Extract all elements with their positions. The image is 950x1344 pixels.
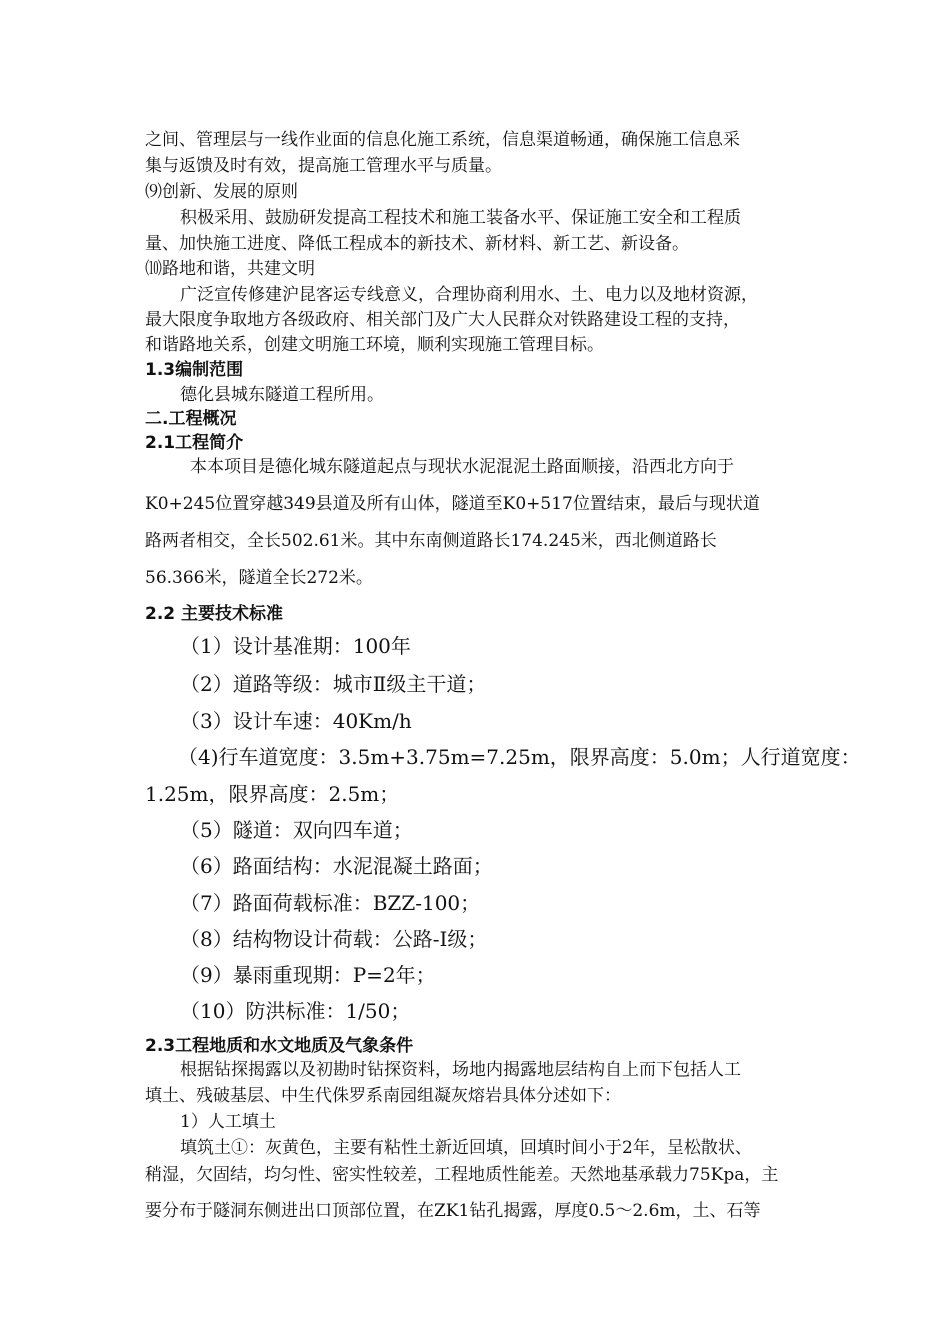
paragraph-line: 路两者相交，全长502.61米。其中东南侧道路长174.245米，西北侧道路长 [145,531,717,551]
chapter-heading-2: 二.工程概况 [145,409,237,429]
paragraph-line: 本本项目是德化城东隧道起点与现状水泥混泥土路面顺接，沿西北方向于 [190,457,734,477]
paragraph-line: 积极采用、鼓励研发提高工程技术和施工装备水平、保证施工安全和工程质 [180,208,741,228]
standard-item: （7）路面荷载标准：BZZ-100； [180,891,481,915]
section-heading-1-3: 1.3编制范围 [145,360,244,380]
paragraph-line: 要分布于隧洞东侧进出口顶部位置，在ZK1钻孔揭露，厚度0.5～2.6m，土、石等 [145,1201,761,1221]
standard-item: （3）设计车速：40Km/h [180,709,412,733]
paragraph-line: K0+245位置穿越349县道及所有山体，隧道至K0+517位置结束，最后与现状道 [145,494,760,514]
standard-item: （8）结构物设计荷载：公路-I级； [180,927,488,951]
subsection-heading: 1）人工填土 [180,1112,276,1132]
standard-item: （1）设计基准期：100年 [180,634,411,658]
paragraph-line: 填土、残破基层、中生代侏罗系南园组凝灰熔岩具体分述如下： [145,1086,621,1106]
paragraph-line: 量、加快施工进度、降低工程成本的新技术、新材料、新工艺、新设备。 [145,234,689,254]
paragraph-line: 根据钻探揭露以及初勘时钻探资料，场地内揭露地层结构自上而下包括人工 [180,1060,741,1080]
standard-item: （9）暴雨重现期：P=2年； [180,963,436,987]
paragraph-line: 德化县城东隧道工程所用。 [180,385,384,405]
principle-heading-10: ⑽路地和谐，共建文明 [145,259,315,279]
paragraph-line: 最大限度争取地方各级政府、相关部门及广大人民群众对铁路建设工程的支持， [145,310,740,330]
paragraph-line: 填筑土①：灰黄色，主要有粘性土新近回填，回填时间小于2年，呈松散状、 [180,1138,752,1158]
section-heading-2-1: 2.1工程简介 [145,433,244,453]
paragraph-line: 广泛宣传修建沪昆客运专线意义，合理协商利用水、土、电力以及地材资源， [180,285,758,305]
standard-item: （10）防洪标准：1/50； [180,999,411,1023]
section-heading-2-2: 2.2 主要技术标准 [145,604,284,624]
paragraph-line: 集与返馈及时有效，提高施工管理水平与质量。 [145,156,502,176]
standard-item: （4)行车道宽度：3.5m+3.75m=7.25m，限界高度：5.0m；人行道宽度： [178,745,861,769]
standard-item: （5）隧道：双向四车道； [180,818,413,842]
paragraph-line: 和谐路地关系，创建文明施工环境，顺利实现施工管理目标。 [145,335,604,355]
standard-item: （2）道路等级：城市Ⅱ级主干道； [180,672,487,696]
paragraph-line: 稍湿，欠固结，均匀性、密实性较差，工程地质性能差。天然地基承载力75Kpa，主 [145,1165,779,1185]
section-heading-2-3: 2.3工程地质和水文地质及气象条件 [145,1036,414,1056]
paragraph-line: 之间、管理层与一线作业面的信息化施工系统，信息渠道畅通，确保施工信息采 [145,130,740,150]
paragraph-line: 56.366米，隧道全长272米。 [145,568,373,588]
standard-item: （6）路面结构：水泥混凝土路面； [180,854,493,878]
principle-heading-9: ⑼创新、发展的原则 [145,182,298,202]
standard-item-continued: 1.25m，限界高度：2.5m； [145,782,400,806]
